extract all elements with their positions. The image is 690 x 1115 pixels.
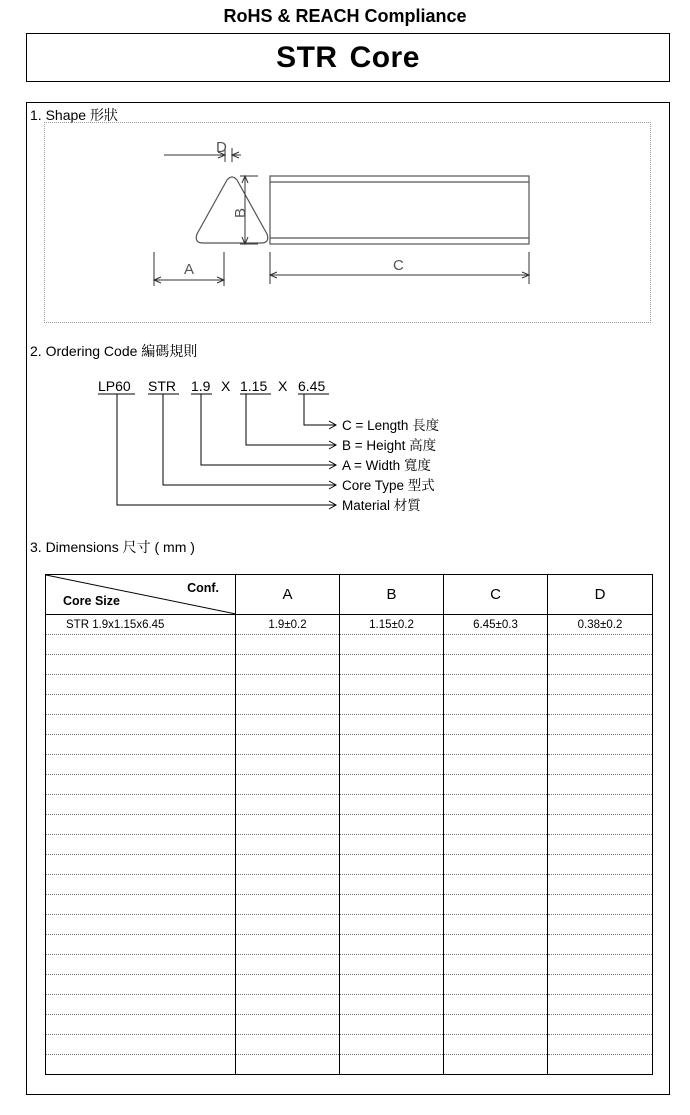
- table-cell-empty: [548, 635, 653, 655]
- table-cell-empty: [548, 735, 653, 755]
- table-cell-empty: [548, 715, 653, 735]
- table-cell-empty: [548, 695, 653, 715]
- table-cell-empty: [236, 1015, 340, 1035]
- table-cell-empty: [46, 715, 236, 735]
- table-cell-empty: [340, 755, 444, 775]
- legend-length: C = Length 長度: [342, 418, 440, 433]
- compliance-heading: RoHS & REACH Compliance: [223, 6, 467, 26]
- table-cell-empty: [236, 875, 340, 895]
- table-cell-empty: [444, 1035, 548, 1055]
- code-leader-lines: [117, 394, 336, 509]
- dim-d-cell: 0.38±0.2: [548, 615, 653, 635]
- table-cell-empty: [236, 655, 340, 675]
- table-cell-empty: [340, 795, 444, 815]
- table-cell-empty: [444, 715, 548, 735]
- section-shape-heading: 1. Shape 形狀: [30, 107, 118, 123]
- table-row-empty: [46, 875, 653, 895]
- table-cell-empty: [340, 715, 444, 735]
- table-cell-empty: [340, 775, 444, 795]
- column-header-a: A: [236, 575, 340, 615]
- table-row-empty: [46, 995, 653, 1015]
- label-d: D: [216, 139, 227, 156]
- table-cell-empty: [236, 1055, 340, 1075]
- column-header-b: B: [340, 575, 444, 615]
- table-row-empty: [46, 815, 653, 835]
- table-cell-empty: [46, 695, 236, 715]
- table-cell-empty: [46, 735, 236, 755]
- core-side-view: [270, 176, 529, 244]
- table-cell-empty: [444, 1055, 548, 1075]
- table-header-row: [46, 575, 653, 615]
- table-cell-empty: [444, 935, 548, 955]
- label-b: B: [232, 207, 249, 218]
- table-cell-empty: [548, 775, 653, 795]
- table-row-empty: [46, 855, 653, 875]
- table-cell-empty: [46, 855, 236, 875]
- table-cell-empty: [236, 735, 340, 755]
- title-box: [26, 33, 670, 82]
- page-title: [27, 41, 669, 75]
- table-cell-empty: [444, 835, 548, 855]
- table-cell-empty: [548, 835, 653, 855]
- table-cell-empty: [46, 1055, 236, 1075]
- table-cell-empty: [236, 1035, 340, 1055]
- dim-c-cell: 6.45±0.3: [444, 615, 548, 635]
- table-cell-empty: [548, 875, 653, 895]
- table-cell-empty: [444, 955, 548, 975]
- legend-height: B = Height 高度: [342, 438, 437, 453]
- corner-size-label: Core Size: [63, 594, 120, 608]
- table-cell-empty: [236, 675, 340, 695]
- table-row-empty: [46, 1055, 653, 1075]
- legend-width: A = Width 寬度: [342, 458, 431, 473]
- code-length: 6.45: [298, 378, 326, 394]
- table-cell-empty: [236, 795, 340, 815]
- table-cell-empty: [340, 1035, 444, 1055]
- table-cell-empty: [46, 755, 236, 775]
- table-cell-empty: [548, 975, 653, 995]
- table-cell-empty: [46, 795, 236, 815]
- code-core-type: STR: [148, 378, 176, 394]
- code-separator-1: X: [221, 378, 231, 394]
- table-row-empty: [46, 775, 653, 795]
- table-cell-empty: [340, 735, 444, 755]
- core-size-cell: STR 1.9x1.15x6.45: [46, 615, 236, 635]
- table-cell-empty: [340, 835, 444, 855]
- table-cell-empty: [340, 695, 444, 715]
- table-cell-empty: [444, 795, 548, 815]
- table-cell-empty: [46, 1015, 236, 1035]
- table-cell-empty: [444, 895, 548, 915]
- table-cell-empty: [236, 955, 340, 975]
- table-cell-empty: [548, 655, 653, 675]
- table-row-empty: [46, 715, 653, 735]
- table-cell-empty: [340, 995, 444, 1015]
- table-row-empty: [46, 755, 653, 775]
- table-row-empty: [46, 835, 653, 855]
- table-cell-empty: [340, 935, 444, 955]
- table-cell-empty: [444, 635, 548, 655]
- table-cell-empty: [46, 875, 236, 895]
- table-cell-empty: [548, 815, 653, 835]
- table-cell-empty: [236, 975, 340, 995]
- table-row-empty: [46, 955, 653, 975]
- table-cell-empty: [46, 915, 236, 935]
- table-cell-empty: [548, 1035, 653, 1055]
- dim-b-cell: 1.15±0.2: [340, 615, 444, 635]
- table-cell-empty: [236, 775, 340, 795]
- title-part-1: STR: [276, 41, 338, 74]
- table-row-empty: [46, 675, 653, 695]
- table-row-empty: [46, 795, 653, 815]
- table-row-empty: [46, 1015, 653, 1035]
- table-row-empty: [46, 735, 653, 755]
- code-width: 1.9: [191, 378, 211, 394]
- table-cell-empty: [236, 635, 340, 655]
- column-header-c: C: [444, 575, 548, 615]
- legend-material: Material 材質: [342, 498, 421, 513]
- table-cell-empty: [236, 835, 340, 855]
- table-cell-empty: [444, 755, 548, 775]
- code-material: LP60: [98, 378, 131, 394]
- table-cell-empty: [236, 915, 340, 935]
- code-height: 1.15: [240, 378, 268, 394]
- table-cell-empty: [444, 815, 548, 835]
- section-dimensions-heading: 3. Dimensions 尺寸 ( mm ): [30, 539, 195, 555]
- table-cell-empty: [340, 955, 444, 975]
- table-cell-empty: [340, 1055, 444, 1075]
- table-cell-empty: [46, 955, 236, 975]
- table-cell-empty: [340, 1015, 444, 1035]
- table-cell-empty: [340, 655, 444, 675]
- table-cell-empty: [236, 695, 340, 715]
- code-separator-2: X: [278, 378, 288, 394]
- table-cell-empty: [548, 955, 653, 975]
- table-cell-empty: [548, 935, 653, 955]
- dimension-d: [164, 148, 241, 162]
- table-row-empty: [46, 895, 653, 915]
- table-cell-empty: [444, 675, 548, 695]
- table-cell-empty: [46, 775, 236, 795]
- dim-a-cell: 1.9±0.2: [236, 615, 340, 635]
- table-row-empty: [46, 1035, 653, 1055]
- table-cell-empty: [46, 635, 236, 655]
- table-row-empty: [46, 935, 653, 955]
- corner-conf-label: Conf.: [187, 581, 219, 595]
- table-cell-empty: [340, 895, 444, 915]
- table-cell-empty: [46, 675, 236, 695]
- table-cell-empty: [236, 895, 340, 915]
- table-cell-empty: [340, 915, 444, 935]
- table-cell-empty: [444, 975, 548, 995]
- table-cell-empty: [444, 775, 548, 795]
- table-cell-empty: [46, 995, 236, 1015]
- table-cell-empty: [340, 975, 444, 995]
- table-cell-empty: [548, 795, 653, 815]
- table-cell-empty: [236, 755, 340, 775]
- table-cell-empty: [340, 635, 444, 655]
- table-cell-empty: [46, 1035, 236, 1055]
- table-cell-empty: [236, 995, 340, 1015]
- table-cell-empty: [444, 915, 548, 935]
- table-cell-empty: [548, 1055, 653, 1075]
- table-cell-empty: [236, 715, 340, 735]
- table-cell-empty: [46, 895, 236, 915]
- table-cell-empty: [340, 855, 444, 875]
- table-cell-empty: [444, 855, 548, 875]
- table-cell-empty: [444, 655, 548, 675]
- shape-drawing: [44, 122, 649, 321]
- table-cell-empty: [548, 1015, 653, 1035]
- table-cell-empty: [548, 755, 653, 775]
- table-cell-empty: [46, 655, 236, 675]
- table-cell-empty: [46, 835, 236, 855]
- table-cell-empty: [444, 875, 548, 895]
- table-row-empty: [46, 975, 653, 995]
- table-cell-empty: [548, 855, 653, 875]
- table-row-empty: [46, 655, 653, 675]
- table-cell-empty: [548, 675, 653, 695]
- table-cell-empty: [236, 935, 340, 955]
- table-cell-empty: [444, 695, 548, 715]
- table-cell-empty: [46, 935, 236, 955]
- label-c: C: [393, 257, 404, 274]
- table-cell-empty: [340, 815, 444, 835]
- column-header-d: D: [548, 575, 653, 615]
- table-cell-empty: [444, 735, 548, 755]
- table-cell-empty: [340, 675, 444, 695]
- table-cell-empty: [46, 815, 236, 835]
- table-row-empty: [46, 915, 653, 935]
- dimensions-table: [45, 574, 653, 1075]
- legend-core-type: Core Type 型式: [342, 478, 435, 493]
- table-corner-cell: [46, 575, 236, 615]
- table-cell-empty: [236, 815, 340, 835]
- table-cell-empty: [444, 995, 548, 1015]
- table-cell-empty: [548, 995, 653, 1015]
- table-row: [46, 615, 653, 635]
- table-cell-empty: [236, 855, 340, 875]
- table-row-empty: [46, 695, 653, 715]
- section-ordering-heading: 2. Ordering Code 編碼規則: [30, 343, 198, 359]
- label-a: A: [184, 261, 195, 278]
- table-cell-empty: [340, 875, 444, 895]
- table-cell-empty: [444, 1015, 548, 1035]
- table-row-empty: [46, 635, 653, 655]
- table-cell-empty: [548, 895, 653, 915]
- table-cell-empty: [46, 975, 236, 995]
- ordering-code-diagram: [60, 372, 480, 517]
- title-part-2: Core: [349, 41, 420, 74]
- table-cell-empty: [548, 915, 653, 935]
